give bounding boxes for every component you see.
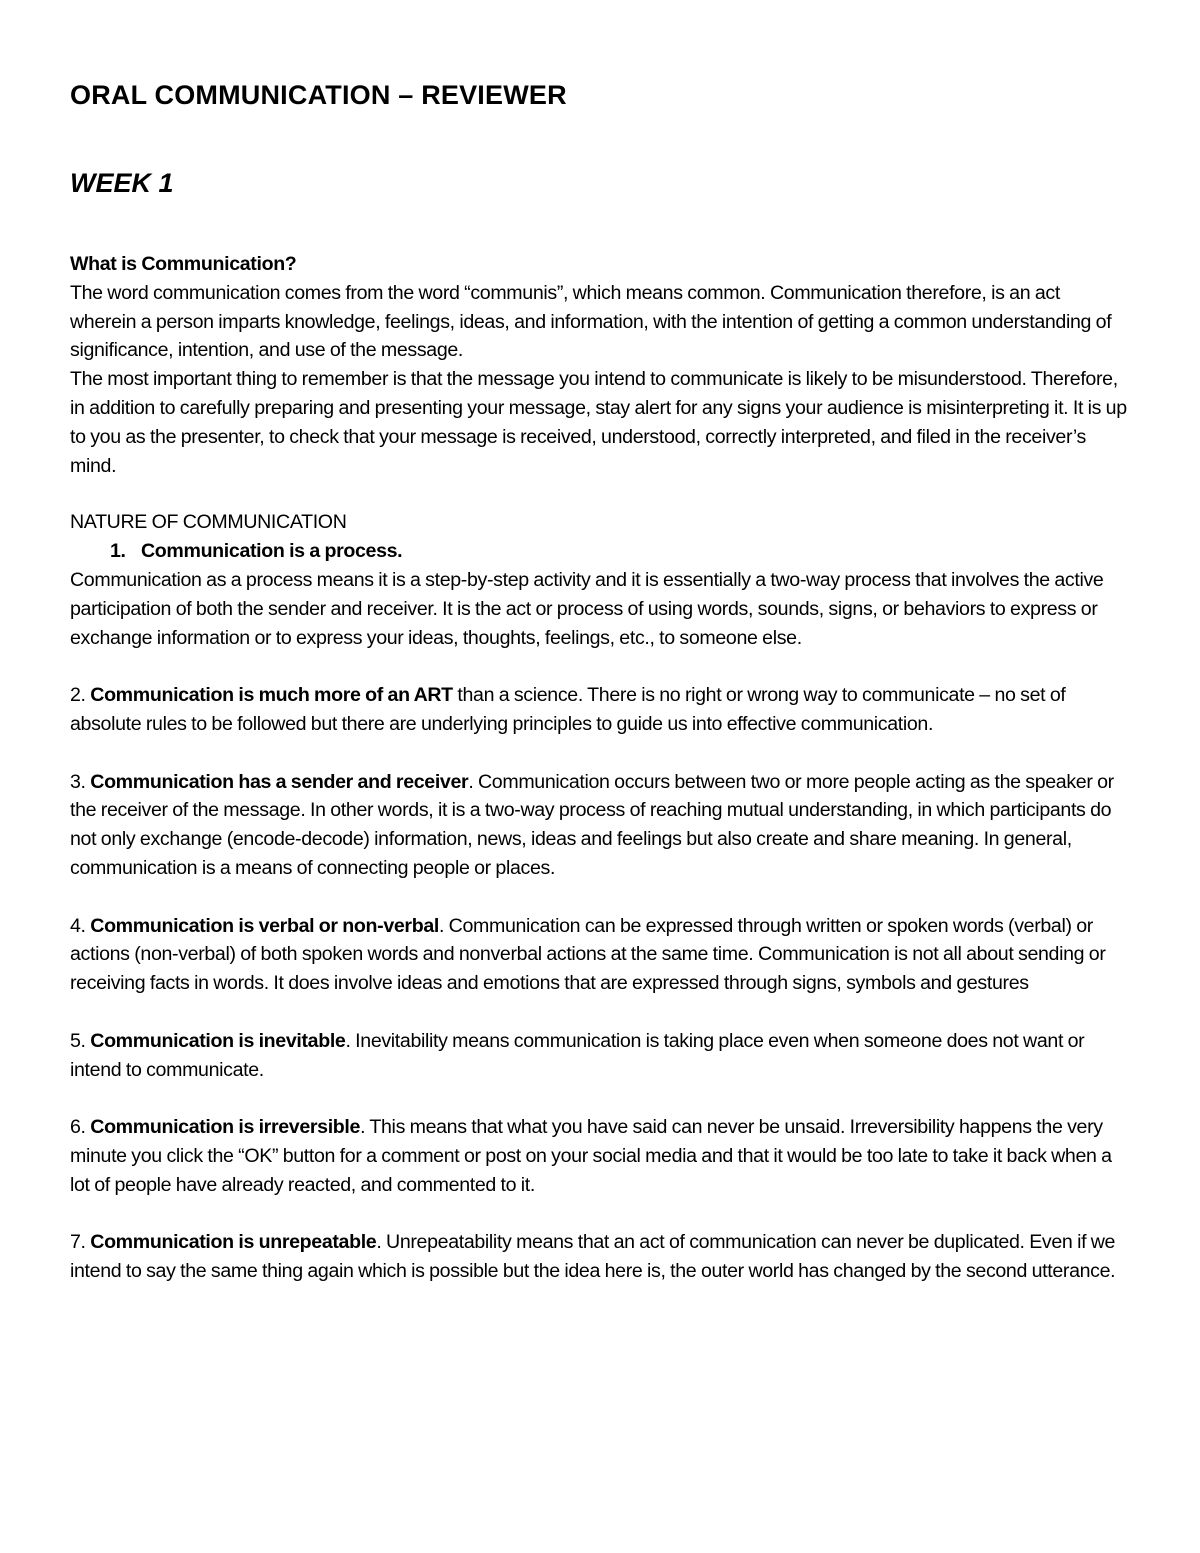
item-body: . Inevitability means communication is taking place even when someone does not want or intend to communicate. — [70, 1029, 1085, 1081]
item-title: Communication is unrepeatable — [90, 1231, 377, 1254]
item-title: Communication is verbal or non-verbal — [90, 914, 439, 937]
item-number: 1. — [110, 540, 126, 563]
numbered-item-5 — [70, 1027, 1130, 1085]
question-heading: What is Communication? — [70, 253, 297, 275]
numbered-item-2 — [70, 681, 1130, 739]
item-title: Communication is a process. — [141, 540, 403, 563]
item-title: Communication is irreversible — [90, 1116, 361, 1139]
nature-heading: NATURE OF COMMUNICATION — [70, 511, 347, 534]
item-body: . This means that what you have said can never be unsaid. Irreversibility happens the very minute you click the “OK” button for a comment or post on your social media and that it would be too late to take it back when a lot of people have already reacted, and commented to it. — [70, 1116, 1112, 1196]
item-number: 7. — [70, 1231, 86, 1254]
numbered-item-3 — [70, 768, 1130, 883]
item-body: . Communication can be expressed through written or spoken words (verbal) or actions (non-verbal) of both spoken words and nonverbal actions at the same time. Communication is not all about sending or receiving facts in words. It does involve ideas and emotions that are expressed through signs, symbols and gestures — [70, 914, 1106, 995]
numbered-item-4 — [70, 912, 1130, 998]
item-number: 4. — [70, 914, 86, 937]
item-number: 5. — [70, 1029, 86, 1052]
intro-paragraph-1: The word communication comes from the word “communis”, which means common. Communication therefore, is an act wherein a person imparts knowledge, feelings, ideas, and information, with the intention of getting a common understanding of significance, intention, and use of the message. — [70, 281, 1112, 362]
item-title: Communication is much more of an ART — [90, 684, 453, 707]
item-1-body: Communication as a process means it is a step-by-step activity and it is essentially a two-way process that involves the active participation of both the sender and receiver. It is the act or process of using words, sounds, signs, or behaviors to express or exchange information or to express your ideas, thoughts, feelings, etc., to someone else. — [70, 568, 1104, 649]
numbered-item-6 — [70, 1113, 1130, 1199]
week-heading: WEEK 1 — [70, 168, 174, 198]
item-body: . Communication occurs between two or more people acting as the speaker or the receiver of the message. In other words, it is a two-way process of reaching mutual understanding, in which participants do not only exchange (encode-decode) information, news, ideas and feelings but also create and share meaning. In general, communication is a means of connecting people or places. — [70, 770, 1114, 879]
item-body: . Unrepeatability means that an act of communication can never be duplicated. Even if we intend to say the same thing again which is possible but the idea here is, the outer world has changed by the second utterance. — [70, 1231, 1116, 1283]
intro-paragraph-2: The most important thing to remember is that the message you intend to communicate is likely to be misunderstood. Therefore, in addition to carefully preparing and presenting your message, stay alert for any signs your audience is misinterpreting it. It is up to you as the presenter, to check that your message is received, understood, correctly interpreted, and filed in the receiver’s mind. — [70, 368, 1127, 477]
numbered-item-1-heading — [70, 537, 1130, 566]
numbered-item-7 — [70, 1228, 1130, 1286]
item-number: 3. — [70, 770, 86, 793]
item-body: than a science. There is no right or wrong way to communicate – no set of absolute rules to be followed but there are underlying principles to guide us into effective communication. — [70, 684, 1066, 735]
item-title: Communication is inevitable — [90, 1029, 346, 1052]
item-title: Communication has a sender and receiver — [90, 770, 469, 793]
item-number: 6. — [70, 1116, 86, 1139]
document-body — [70, 250, 1130, 1286]
item-number: 2. — [70, 684, 86, 707]
document-title: ORAL COMMUNICATION – REVIEWER — [70, 80, 567, 110]
